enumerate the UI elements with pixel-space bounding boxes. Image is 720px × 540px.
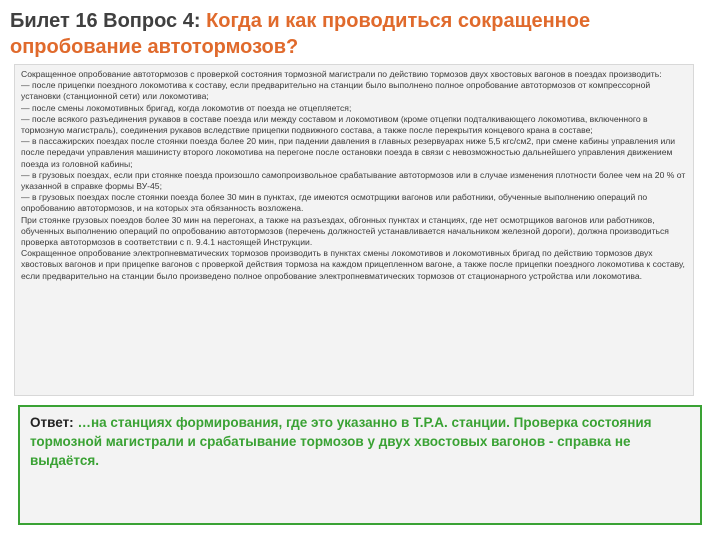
rules-paragraph: При стоянке грузовых поездов более 30 мин на перегонах, а также на разъездах, обгонных пунктах и станциях, где нет осмотрщиков вагонов или работников, обученных выполнению операций по опробованию автотормозов (перечень должностей устанавливается начальником железной дороги), должна производиться проверка автотормозов в соответствии с п. 9.4.1 настоящей Инструкции. [21,214,669,248]
answer-box [18,405,702,525]
answer-label: Ответ: [30,415,74,430]
rules-paragraph: — после всякого разъединения рукавов в составе поезда или между составом и локомотивом (кроме отцепки подталкивающего локомотива, включенного в тормозную магистраль), соединения рукавов вследствие прицепки подвижного состава, а также после перекрытия концевого крана в составе; [21,113,648,136]
rules-paragraph: — в грузовых поездах, если при стоянке поезда произошло самопроизвольное срабатывание автотормозов или в случае изменения плотности более чем на 20 % от указанной в справке формы ВУ-45; [21,169,686,192]
rules-paragraph: — после прицепки поездного локомотива к составу, если предварительно на станции было выполнено полное опробование автотормозов от компрессорной установки (станционной сети) или локомотива; [21,80,651,102]
rules-paragraph: — в грузовых поездах после стоянки поезда более 30 мин в пунктах, где имеются осмотрщики вагонов или работники, обученные выполнению операций по опробованию автотормозов, и на которых эта обязанность возложена. [21,192,648,214]
rules-paragraph: Сокращенное опробование электропневматических тормозов производить в пунктах смены локомотивов и локомотивных бригад по действию тормозов двух хвостовых вагонов и при прицепке вагонов с проверкой действия тормоза на каждом прицепленном вагоне, а также после прицепки поездного локомотива к составу, если предварительно на станции было произведено полное опробование электропневматических тормозов от стационарного устройства или локомотива. [21,248,685,281]
slide-title [10,8,710,60]
rules-paragraph: — после смены локомотивных бригад, когда локомотив от поезда не отцепляется; [21,102,352,113]
rules-text-box [14,64,694,396]
answer-paragraph [30,413,690,470]
rules-paragraph: — в пассажирских поездах после стоянки поезда более 20 мин, при падении давления в главных резервуарах ниже 5,5 кгс/см2, при смене кабины управления или после передачи управления машинисту второго локомотива на перегоне после остановки поезда в связи с невозможностью дальнейшего управления движением поезда из головной кабины; [21,136,676,169]
answer-text: …на станциях формирования, где это указанно в Т.Р.А. станции. Проверка состояния тормозной магистрали и срабатывание тормозов у двух хвостовых вагонов - справка не выдаётся. [30,415,652,468]
ticket-number: Билет 16 Вопрос 4: [10,10,201,32]
question-text: Когда и как проводиться сокращенное опробование автотормозов? [10,10,591,58]
rules-paragraph: Сокращенное опробование автотормозов с проверкой состояния тормозной магистрали по действию тормозов двух хвостовых вагонов в поездах производить: [21,69,662,79]
